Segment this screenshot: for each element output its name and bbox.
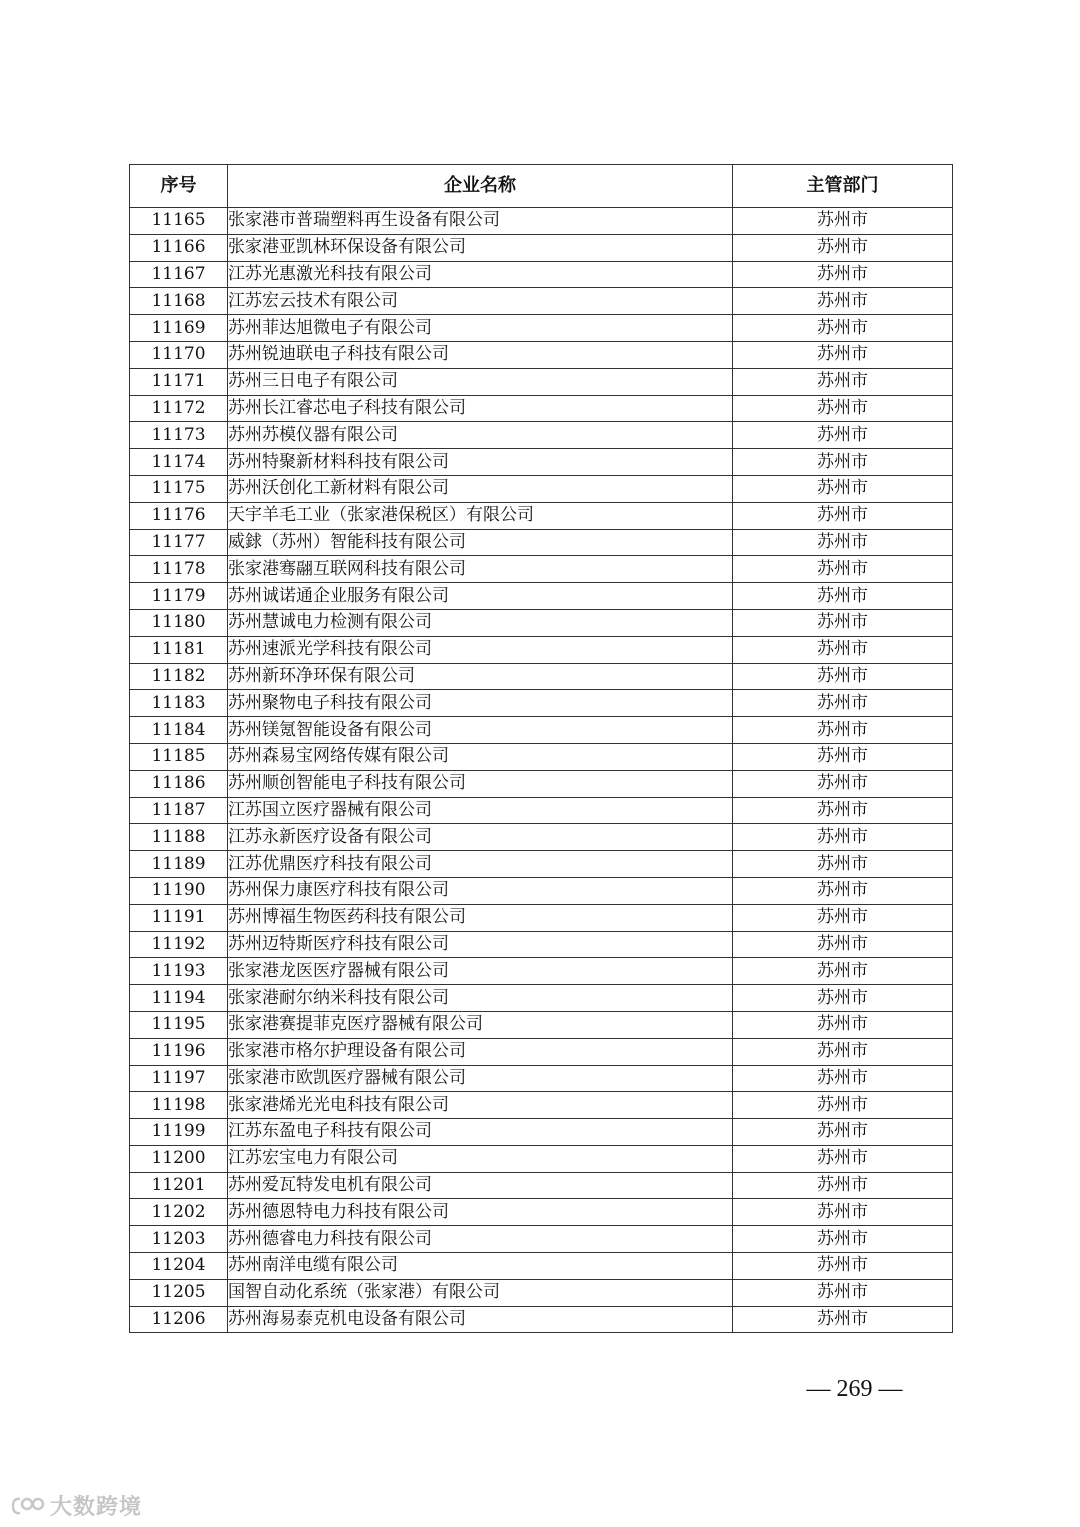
cell-department: 苏州市 <box>733 1065 953 1092</box>
cell-num: 11199 <box>130 1119 228 1146</box>
cell-company-name: 天宇羊毛工业（张家港保税区）有限公司 <box>228 502 733 529</box>
cell-department: 苏州市 <box>733 904 953 931</box>
cell-num: 11202 <box>130 1199 228 1226</box>
cell-department: 苏州市 <box>733 1092 953 1119</box>
cell-department: 苏州市 <box>733 743 953 770</box>
table-body <box>130 208 953 1333</box>
cell-num: 11186 <box>130 770 228 797</box>
cell-company-name: 苏州德睿电力科技有限公司 <box>228 1226 733 1253</box>
cell-company-name: 江苏宏宝电力有限公司 <box>228 1145 733 1172</box>
cell-num: 11194 <box>130 985 228 1012</box>
page-number: — 269 — <box>806 1376 903 1402</box>
table-row <box>130 877 953 904</box>
table-row <box>130 315 953 342</box>
cell-department: 苏州市 <box>733 502 953 529</box>
cell-department: 苏州市 <box>733 663 953 690</box>
cell-department: 苏州市 <box>733 341 953 368</box>
table-row <box>130 609 953 636</box>
cell-num: 11190 <box>130 877 228 904</box>
table-row <box>130 288 953 315</box>
cell-num: 11175 <box>130 475 228 502</box>
table-row <box>130 475 953 502</box>
cell-department: 苏州市 <box>733 1172 953 1199</box>
table-row <box>130 556 953 583</box>
cell-company-name: 张家港亚凯林环保设备有限公司 <box>228 234 733 261</box>
table-row <box>130 368 953 395</box>
table-header-row <box>130 165 953 208</box>
cell-company-name: 苏州南洋电缆有限公司 <box>228 1253 733 1280</box>
cell-company-name: 苏州新环净环保有限公司 <box>228 663 733 690</box>
table-row <box>130 1279 953 1306</box>
cell-num: 11166 <box>130 234 228 261</box>
cell-department: 苏州市 <box>733 931 953 958</box>
cell-department: 苏州市 <box>733 1199 953 1226</box>
cell-department: 苏州市 <box>733 1306 953 1333</box>
cell-department: 苏州市 <box>733 1253 953 1280</box>
header-num: 序号 <box>130 165 228 208</box>
cell-num: 11204 <box>130 1253 228 1280</box>
cell-company-name: 张家港烯光光电科技有限公司 <box>228 1092 733 1119</box>
cell-company-name: 苏州爱瓦特发电机有限公司 <box>228 1172 733 1199</box>
cell-company-name: 国智自动化系统（张家港）有限公司 <box>228 1279 733 1306</box>
cell-department: 苏州市 <box>733 315 953 342</box>
cell-company-name: 苏州特聚新材料科技有限公司 <box>228 449 733 476</box>
cell-company-name: 苏州顺创智能电子科技有限公司 <box>228 770 733 797</box>
cell-company-name: 苏州沃创化工新材料有限公司 <box>228 475 733 502</box>
cell-num: 11192 <box>130 931 228 958</box>
cell-department: 苏州市 <box>733 261 953 288</box>
table-row <box>130 690 953 717</box>
cell-department: 苏州市 <box>733 1011 953 1038</box>
watermark-text: 大数跨境 <box>50 1495 143 1520</box>
cell-department: 苏州市 <box>733 288 953 315</box>
cell-num: 11177 <box>130 529 228 556</box>
cell-num: 11203 <box>130 1226 228 1253</box>
table-row <box>130 985 953 1012</box>
cell-company-name: 张家港骞翮互联网科技有限公司 <box>228 556 733 583</box>
cell-company-name: 苏州慧诚电力检测有限公司 <box>228 609 733 636</box>
table-row <box>130 234 953 261</box>
table-row <box>130 717 953 744</box>
cell-department: 苏州市 <box>733 449 953 476</box>
cell-num: 11183 <box>130 690 228 717</box>
table-row <box>130 824 953 851</box>
table-row <box>130 1172 953 1199</box>
table-row <box>130 904 953 931</box>
cell-department: 苏州市 <box>733 717 953 744</box>
cell-company-name: 苏州菲达旭微电子有限公司 <box>228 315 733 342</box>
cell-company-name: 苏州三日电子有限公司 <box>228 368 733 395</box>
cell-department: 苏州市 <box>733 1279 953 1306</box>
cell-department: 苏州市 <box>733 958 953 985</box>
table-row <box>130 502 953 529</box>
cell-company-name: 苏州博福生物医药科技有限公司 <box>228 904 733 931</box>
cell-num: 11176 <box>130 502 228 529</box>
cell-company-name: 苏州苏模仪器有限公司 <box>228 422 733 449</box>
watermark-logo-icon <box>10 1495 46 1517</box>
table-row <box>130 1145 953 1172</box>
cell-company-name: 江苏国立医疗器械有限公司 <box>228 797 733 824</box>
table-row <box>130 931 953 958</box>
cell-company-name: 苏州海易泰克机电设备有限公司 <box>228 1306 733 1333</box>
table-row <box>130 529 953 556</box>
cell-department: 苏州市 <box>733 636 953 663</box>
table-row <box>130 1306 953 1333</box>
table-row <box>130 1011 953 1038</box>
cell-num: 11195 <box>130 1011 228 1038</box>
cell-num: 11172 <box>130 395 228 422</box>
cell-department: 苏州市 <box>733 234 953 261</box>
table-row <box>130 797 953 824</box>
cell-company-name: 江苏宏云技术有限公司 <box>228 288 733 315</box>
cell-num: 11191 <box>130 904 228 931</box>
watermark <box>10 1490 142 1521</box>
cell-company-name: 苏州速派光学科技有限公司 <box>228 636 733 663</box>
cell-department: 苏州市 <box>733 208 953 235</box>
cell-num: 11174 <box>130 449 228 476</box>
cell-num: 11167 <box>130 261 228 288</box>
cell-num: 11189 <box>130 851 228 878</box>
table-row <box>130 1226 953 1253</box>
cell-company-name: 张家港市格尔护理设备有限公司 <box>228 1038 733 1065</box>
cell-num: 11169 <box>130 315 228 342</box>
cell-department: 苏州市 <box>733 475 953 502</box>
enterprise-table <box>129 164 953 1333</box>
cell-department: 苏州市 <box>733 770 953 797</box>
cell-num: 11171 <box>130 368 228 395</box>
cell-department: 苏州市 <box>733 877 953 904</box>
cell-department: 苏州市 <box>733 985 953 1012</box>
cell-num: 11206 <box>130 1306 228 1333</box>
cell-num: 11182 <box>130 663 228 690</box>
cell-num: 11201 <box>130 1172 228 1199</box>
cell-num: 11181 <box>130 636 228 663</box>
table-row <box>130 1253 953 1280</box>
cell-department: 苏州市 <box>733 529 953 556</box>
header-dept: 主管部门 <box>733 165 953 208</box>
cell-num: 11193 <box>130 958 228 985</box>
cell-department: 苏州市 <box>733 1226 953 1253</box>
cell-department: 苏州市 <box>733 422 953 449</box>
cell-company-name: 张家港龙医医疗器械有限公司 <box>228 958 733 985</box>
cell-department: 苏州市 <box>733 583 953 610</box>
table-row <box>130 636 953 663</box>
table-row <box>130 422 953 449</box>
cell-company-name: 威銶（苏州）智能科技有限公司 <box>228 529 733 556</box>
table-row <box>130 208 953 235</box>
cell-company-name: 苏州德恩特电力科技有限公司 <box>228 1199 733 1226</box>
table-row <box>130 449 953 476</box>
cell-department: 苏州市 <box>733 824 953 851</box>
table-row <box>130 743 953 770</box>
cell-company-name: 张家港耐尔纳米科技有限公司 <box>228 985 733 1012</box>
cell-department: 苏州市 <box>733 797 953 824</box>
header-name: 企业名称 <box>228 165 733 208</box>
cell-company-name: 张家港市普瑞塑料再生设备有限公司 <box>228 208 733 235</box>
cell-num: 11179 <box>130 583 228 610</box>
cell-num: 11205 <box>130 1279 228 1306</box>
cell-department: 苏州市 <box>733 1119 953 1146</box>
table-row <box>130 341 953 368</box>
cell-department: 苏州市 <box>733 395 953 422</box>
cell-num: 11198 <box>130 1092 228 1119</box>
cell-num: 11173 <box>130 422 228 449</box>
table-row <box>130 851 953 878</box>
cell-company-name: 苏州诚诺通企业服务有限公司 <box>228 583 733 610</box>
cell-num: 11200 <box>130 1145 228 1172</box>
table-row <box>130 1119 953 1146</box>
table-row <box>130 770 953 797</box>
cell-num: 11168 <box>130 288 228 315</box>
cell-company-name: 苏州森易宝网络传媒有限公司 <box>228 743 733 770</box>
cell-department: 苏州市 <box>733 690 953 717</box>
cell-num: 11187 <box>130 797 228 824</box>
table-row <box>130 1065 953 1092</box>
cell-company-name: 张家港市欧凯医疗器械有限公司 <box>228 1065 733 1092</box>
cell-num: 11178 <box>130 556 228 583</box>
cell-num: 11185 <box>130 743 228 770</box>
cell-department: 苏州市 <box>733 556 953 583</box>
table-row <box>130 1199 953 1226</box>
cell-company-name: 苏州锐迪联电子科技有限公司 <box>228 341 733 368</box>
cell-num: 11184 <box>130 717 228 744</box>
cell-company-name: 江苏东盈电子科技有限公司 <box>228 1119 733 1146</box>
table-row <box>130 663 953 690</box>
cell-company-name: 苏州镁氪智能设备有限公司 <box>228 717 733 744</box>
table-row <box>130 1092 953 1119</box>
cell-department: 苏州市 <box>733 851 953 878</box>
cell-num: 11196 <box>130 1038 228 1065</box>
cell-department: 苏州市 <box>733 368 953 395</box>
cell-department: 苏州市 <box>733 609 953 636</box>
table-row <box>130 1038 953 1065</box>
cell-company-name: 江苏优鼎医疗科技有限公司 <box>228 851 733 878</box>
cell-company-name: 苏州长江睿芯电子科技有限公司 <box>228 395 733 422</box>
table-row <box>130 583 953 610</box>
cell-company-name: 苏州保力康医疗科技有限公司 <box>228 877 733 904</box>
cell-department: 苏州市 <box>733 1038 953 1065</box>
table-row <box>130 261 953 288</box>
cell-department: 苏州市 <box>733 1145 953 1172</box>
table-row <box>130 958 953 985</box>
cell-company-name: 江苏永新医疗设备有限公司 <box>228 824 733 851</box>
cell-company-name: 江苏光惠激光科技有限公司 <box>228 261 733 288</box>
cell-company-name: 张家港赛提菲克医疗器械有限公司 <box>228 1011 733 1038</box>
cell-company-name: 苏州聚物电子科技有限公司 <box>228 690 733 717</box>
cell-num: 11188 <box>130 824 228 851</box>
cell-num: 11165 <box>130 208 228 235</box>
table-row <box>130 395 953 422</box>
cell-num: 11180 <box>130 609 228 636</box>
cell-num: 11197 <box>130 1065 228 1092</box>
cell-company-name: 苏州迈特斯医疗科技有限公司 <box>228 931 733 958</box>
cell-num: 11170 <box>130 341 228 368</box>
